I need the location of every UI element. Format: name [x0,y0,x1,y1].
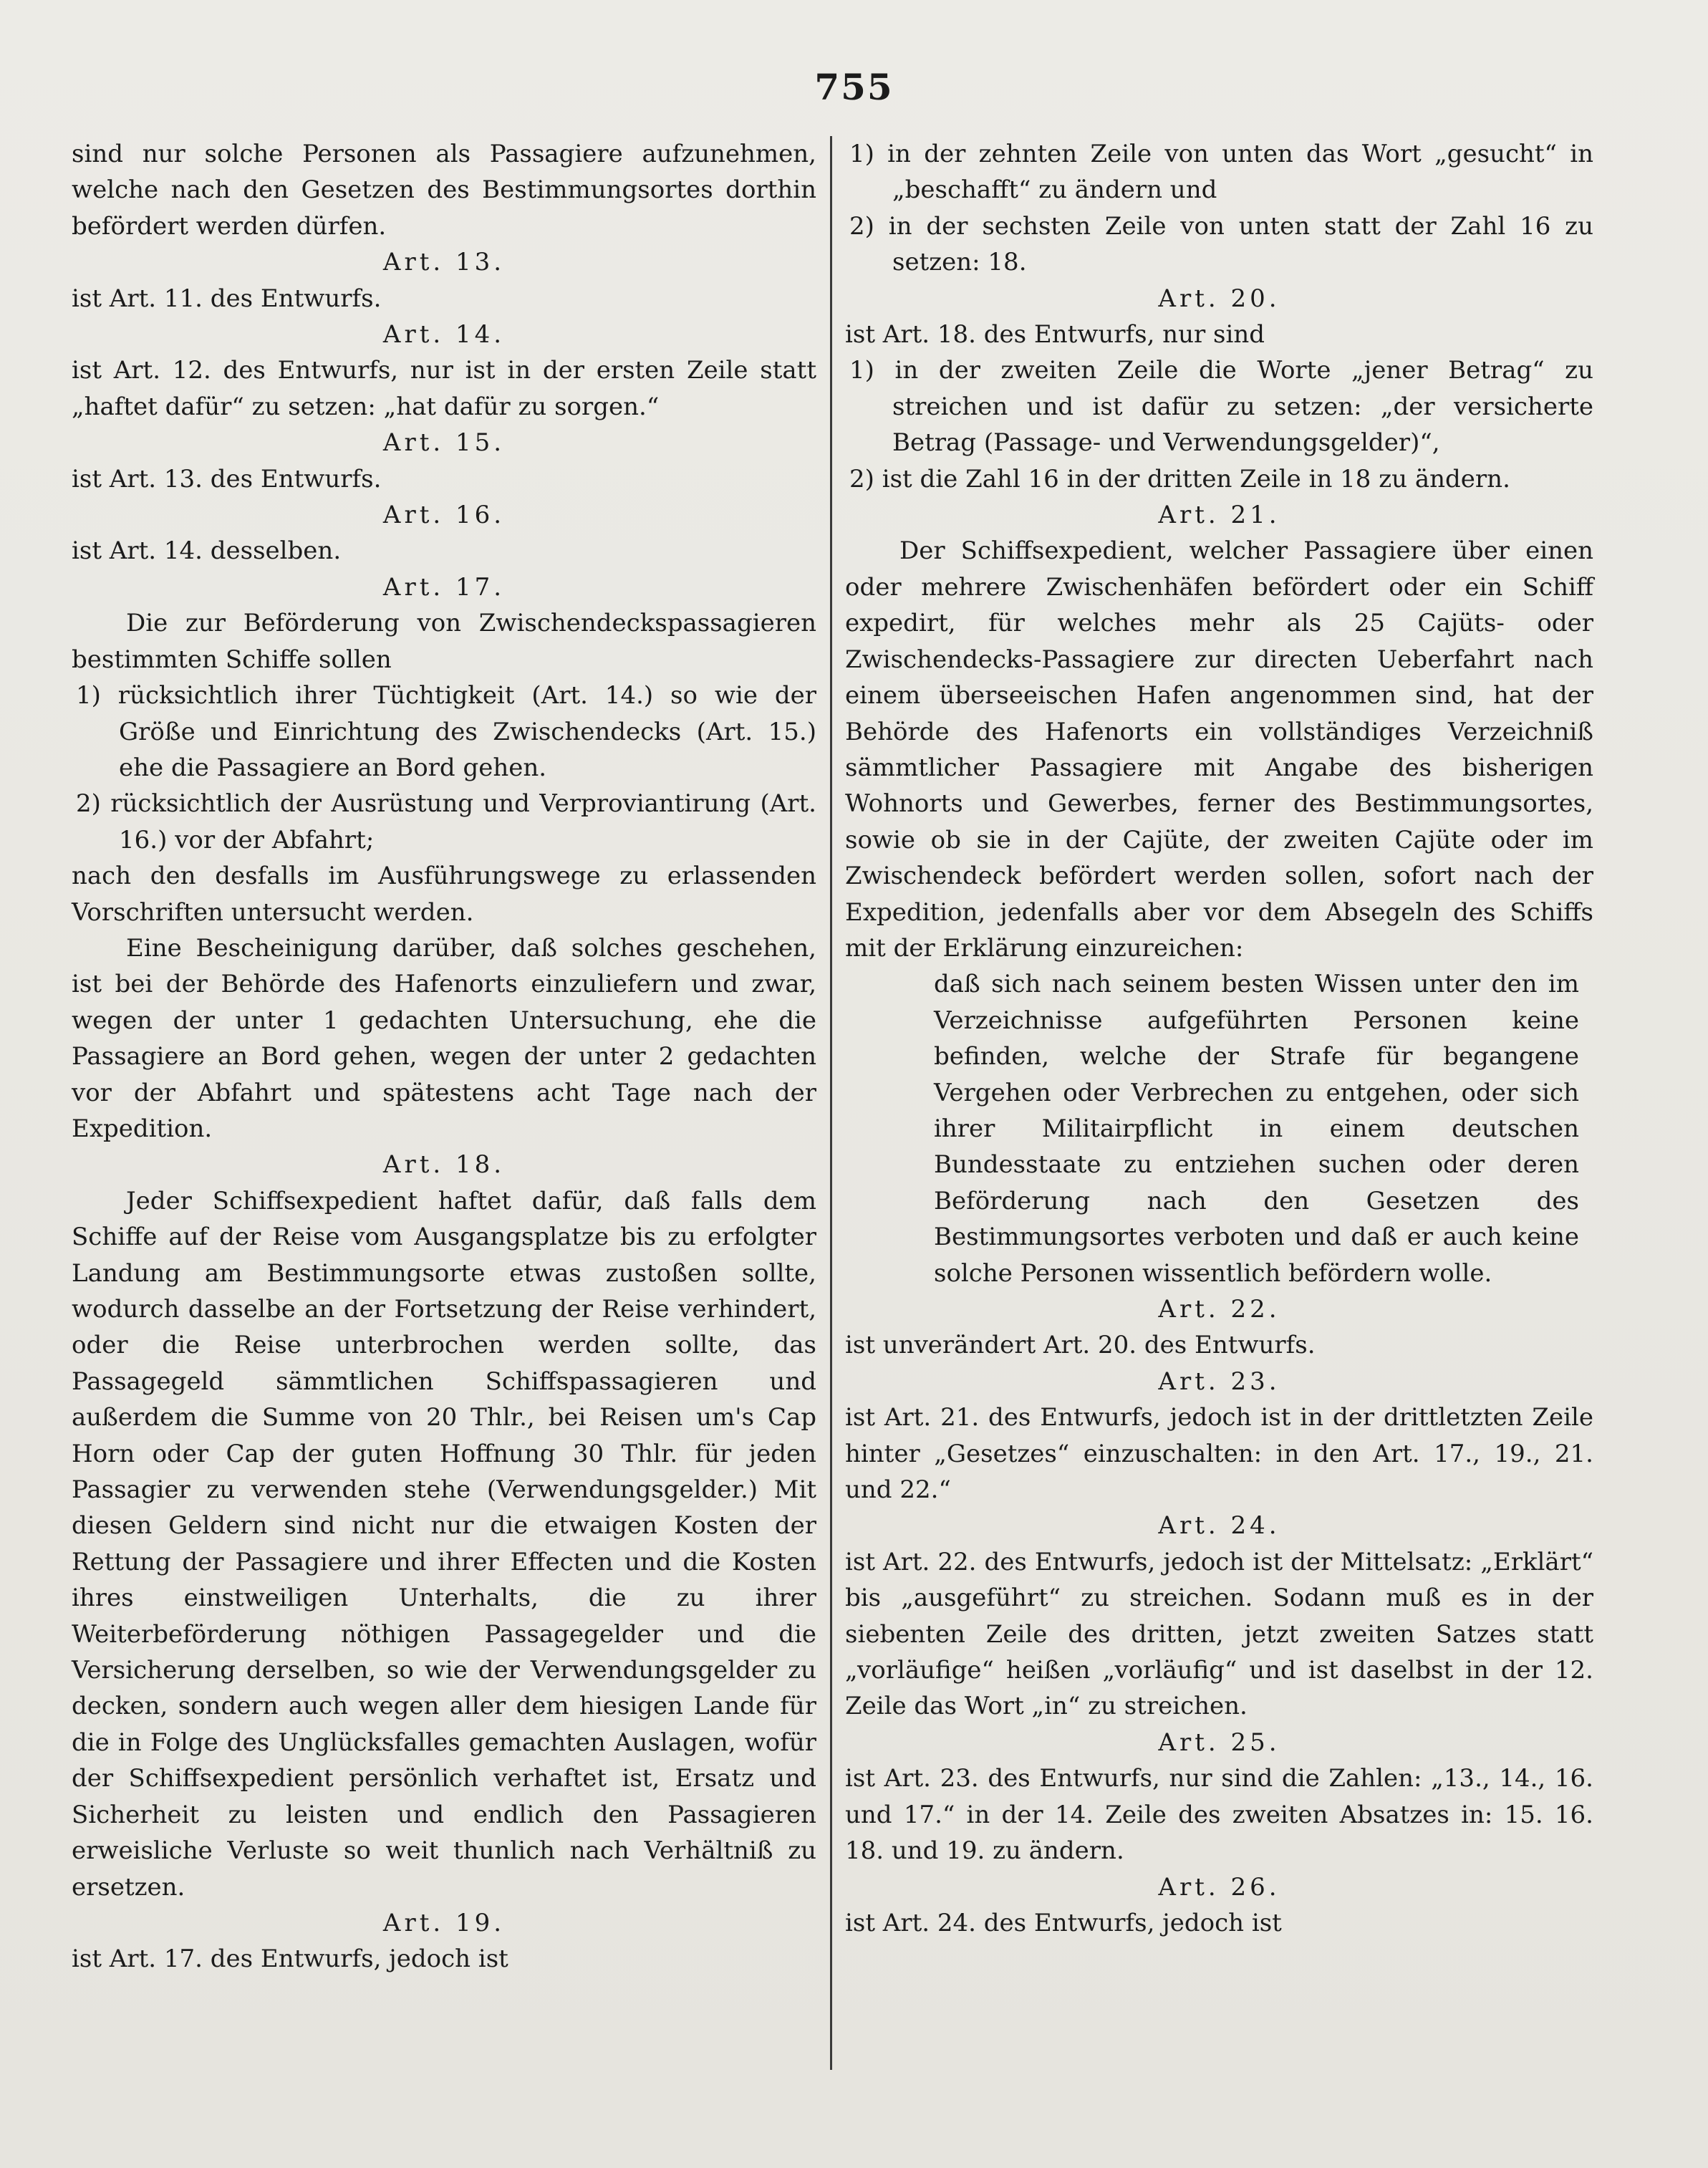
list-item: 2) rücksichtlich der Ausrüstung und Verproviantirung (Art. 16.) vor der Abfahrt; [76,789,816,854]
left-column [72,136,816,1977]
paragraph: Jeder Schiffsexpedient haftet dafür, daß falls dem Schiffe auf der Reise vom Ausgangsplatze bis zu erfolgter Landung am Bestimmungsorte etwas zustoßen sollte, wodurch dasselbe an der Fortsetzung der Reise verhindert, oder die Reise unterbrochen werden sollte, das Passagegeld sämmtlichen Schiffspassagieren und außerdem die Summe von 20 Thlr., bei Reisen um's Cap Horn oder Cap der guten Hoffnung 30 Thlr. für jeden Passagier zu verwenden stehe (Verwendungsgelder.) Mit diesen Geldern sind nicht nur die etwaigen Kosten der Rettung der Passagiere und ihrer Effecten und die Kosten ihres einstweiligen Unterhalts, die zu ihrer Weiterbeförderung nöthigen Passagegelder und die Versicherung derselben, so wie der Verwendungsgelder zu decken, sondern auch wegen aller dem hiesigen Lande für die in Folge des Unglücksfalles gemachten Auslagen, wofür der Schiffsexpedient persönlich verhaftet ist, Ersatz und Sicherheit zu leisten und endlich den Passagieren erweisliche Verluste so weit thunlich nach Verhältniß zu ersetzen. [72,1186,816,1902]
list-item: 1) in der zehnten Zeile von unten das Wort „gesucht“ in „beschafft“ zu ändern und [849,140,1593,205]
paragraph: ist Art. 14. desselben. [72,536,342,566]
page-number: 755 [814,66,894,108]
declaration-quote: daß sich nach seinem besten Wissen unter den im Verzeichnisse aufgeführten Personen keine befinden, welche der Strafe für begangene Vergehen oder Verbrechen zu entgehen, oder sich ihrer Militairpflicht in einem deutschen Bundesstaate zu entziehen suchen oder deren Beförderung nach den Gesetzen des Bestimmungsortes verboten und daß er auch keine solche Personen wissentlich befördern wolle. [934,970,1579,1288]
article-heading-15: Art. 15. [382,428,506,458]
paragraph: ist Art. 21. des Entwurfs, jedoch ist in der drittletzten Zeile hinter „Gesetzes“ einzuschalten: in den Art. 17., 19., 21. und 22.“ [845,1403,1593,1505]
paragraph: sind nur solche Personen als Passagiere aufzunehmen, welche nach den Gesetzen des Bestimmungsortes dorthin befördert werden dürfen. [72,140,816,241]
list-item: 2) ist die Zahl 16 in der dritten Zeile in 18 zu ändern. [849,464,1510,493]
paragraph: Die zur Beförderung von Zwischendeckspassagieren bestimmten Schiffe sollen [72,609,816,674]
article-heading-24: Art. 24. [1158,1511,1280,1541]
paragraph: ist unverändert Art. 20. des Entwurfs. [845,1331,1316,1360]
column-divider [830,136,832,2070]
paragraph: ist Art. 23. des Entwurfs, nur sind die Zahlen: „13., 14., 16. und 17.“ in der 14. Zeile des zweiten Absatzes in: 15. 16. 18. und 19. zu ändern. [845,1764,1593,1866]
article-heading-20: Art. 20. [1158,284,1280,313]
paragraph: Eine Bescheinigung darüber, daß solches geschehen, ist bei der Behörde des Hafenorts einzuliefern und zwar, wegen der unter 1 gedachten Untersuchung, ehe die Passagiere an Bord gehen, wegen der unter 2 gedachten vor der Abfahrt und spätestens acht Tage nach der Expedition. [72,933,816,1143]
article-heading-13: Art. 13. [382,248,506,277]
list-item: 1) rücksichtlich ihrer Tüchtigkeit (Art. 14.) so wie der Größe und Einrichtung des Zwischendecks (Art. 15.) ehe die Passagiere an Bord gehen. [76,681,816,782]
list-item: 2) in der sechsten Zeile von unten statt der Zahl 16 zu setzen: 18. [849,211,1593,277]
right-column [845,136,1593,1941]
article-heading-25: Art. 25. [1158,1728,1280,1757]
paragraph: ist Art. 12. des Entwurfs, nur ist in der ersten Zeile statt „haftet dafür“ zu setzen: „hat dafür zu sorgen.“ [72,356,816,421]
paragraph: ist Art. 17. des Entwurfs, jedoch ist [72,1945,508,1974]
article-heading-16: Art. 16. [382,501,506,530]
paragraph: ist Art. 22. des Entwurfs, jedoch ist der Mittelsatz: „Erklärt“ bis „ausgeführt“ zu streichen. Sodann muß es in der siebenten Zeile des dritten, jetzt zweiten Satzes statt „vorläufige“ heißen „vorläufig“ und ist daselbst in der 12. Zeile das Wort „in“ zu streichen. [845,1547,1593,1721]
list-item: 1) in der zweiten Zeile die Worte „jener Betrag“ zu streichen und ist dafür zu setzen: „der versicherte Betrag (Passage- und Verwendungsgelder)“, [849,356,1593,458]
paragraph: ist Art. 13. des Entwurfs. [72,464,382,493]
article-heading-17: Art. 17. [382,572,506,602]
article-heading-21: Art. 21. [1158,501,1280,530]
article-heading-26: Art. 26. [1158,1872,1280,1902]
article-heading-18: Art. 18. [382,1150,506,1180]
paragraph: ist Art. 11. des Entwurfs. [72,284,382,313]
paragraph: ist Art. 18. des Entwurfs, nur sind [845,320,1265,350]
article-heading-19: Art. 19. [382,1908,506,1937]
paragraph: ist Art. 24. des Entwurfs, jedoch ist [845,1908,1282,1937]
article-heading-22: Art. 22. [1158,1295,1280,1324]
article-heading-23: Art. 23. [1158,1367,1280,1396]
paragraph: Der Schiffsexpedient, welcher Passagiere über einen oder mehrere Zwischenhäfen befördert oder ein Schiff expedirt, für welches mehr als 25 Cajüts- oder Zwischendecks-Passagiere zur directen Ueberfahrt nach einem überseeischen Hafen angenommen sind, hat der Behörde des Hafenorts ein vollständiges Verzeichniß sämmtlicher Passagiere mit Angabe des bisherigen Wohnorts und Gewerbes, ferner des Bestimmungsortes, sowie ob sie in der Cajüte, der zweiten Cajüte oder im Zwischendeck befördert werden sollen, sofort nach der Expedition, jedenfalls aber vor dem Absegeln des Schiffs mit der Erklärung einzureichen: [845,536,1593,963]
paragraph: nach den desfalls im Ausführungswege zu erlassenden Vorschriften untersucht werden. [72,862,816,927]
article-heading-14: Art. 14. [382,320,506,350]
